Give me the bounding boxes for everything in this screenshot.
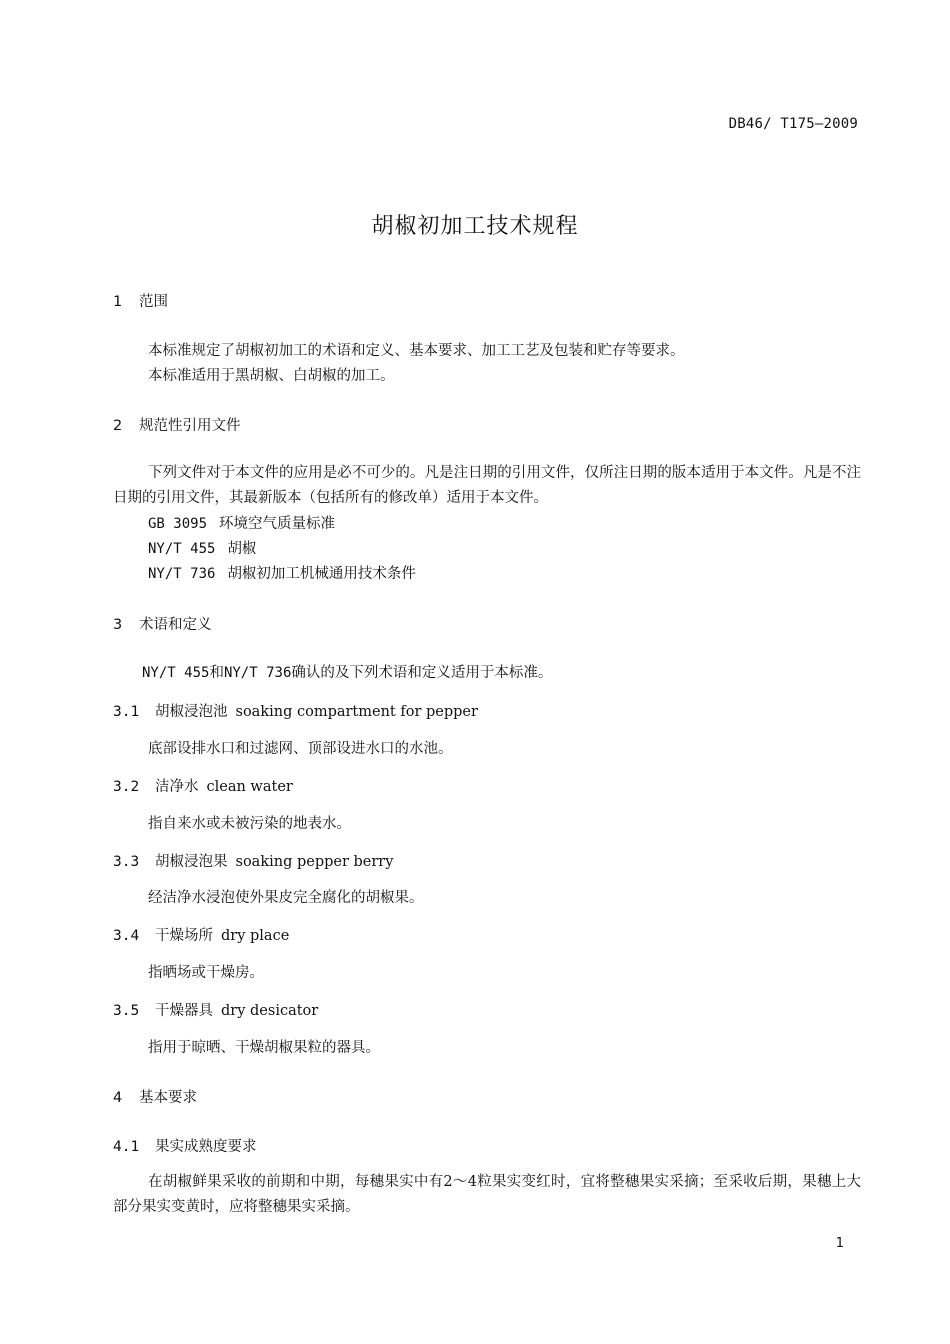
section-number: 3 — [113, 617, 123, 633]
inline-code: NY/T 736 — [223, 665, 292, 681]
section-2-heading — [113, 414, 241, 435]
term-zh: 胡椒浸泡池 — [155, 704, 228, 720]
document-title: 胡椒初加工技术规程 — [371, 214, 579, 239]
reference-title: 胡椒初加工机械通用技术条件 — [227, 566, 416, 582]
term-number: 3.2 — [113, 779, 140, 795]
subsection-heading — [113, 1135, 257, 1156]
section-4-heading — [113, 1086, 197, 1107]
page-number: 1 — [835, 1236, 844, 1251]
reference-code: NY/T 736 — [148, 566, 216, 582]
term-heading — [113, 999, 318, 1020]
term-number: 3.4 — [113, 928, 140, 944]
term-heading — [113, 850, 393, 871]
subsection-number: 4.1 — [113, 1139, 140, 1155]
term-zh: 干燥器具 — [155, 1003, 213, 1019]
term-number: 3.5 — [113, 1003, 140, 1019]
inline-text: 和 — [209, 665, 224, 681]
term-heading — [113, 924, 289, 945]
paragraph: 在胡椒鲜果采收的前期和中期，每穗果实中有2～4粒果实变红时，宜将整穗果实采摘；至采收后期，果穗上大部分果实变黄时，应将整穗果实采摘。 — [113, 1174, 861, 1215]
reference-code: NY/T 455 — [148, 541, 216, 557]
subsection-title: 果实成熟度要求 — [155, 1139, 257, 1155]
term-zh: 胡椒浸泡果 — [155, 854, 228, 870]
paragraph — [142, 661, 552, 682]
term-heading — [113, 700, 478, 721]
term-en: dry place — [221, 928, 290, 944]
section-number: 1 — [113, 294, 123, 310]
term-definition: 指晒场或干燥房。 — [148, 965, 264, 981]
section-title: 基本要求 — [139, 1090, 197, 1106]
paragraph: 本标准适用于黑胡椒、白胡椒的加工。 — [148, 368, 395, 384]
term-zh: 干燥场所 — [155, 928, 213, 944]
term-number: 3.1 — [113, 704, 140, 720]
term-definition: 指用于晾晒、干燥胡椒果粒的器具。 — [148, 1040, 380, 1056]
reference-item — [148, 537, 256, 558]
paragraph: 本标准规定了胡椒初加工的术语和定义、基本要求、加工工艺及包装和贮存等要求。 — [148, 343, 685, 359]
reference-code: GB 3095 — [148, 516, 208, 532]
section-number: 2 — [113, 418, 123, 434]
term-en: soaking pepper berry — [235, 854, 394, 870]
standard-code: DB46/ T175—2009 — [728, 116, 858, 132]
term-definition: 经洁净水浸泡使外果皮完全腐化的胡椒果。 — [148, 890, 424, 906]
inline-text: 确认的及下列术语和定义适用于本标准。 — [291, 665, 553, 681]
reference-item — [148, 562, 416, 583]
term-definition: 指自来水或未被污染的地表水。 — [148, 816, 351, 832]
term-en: dry desicator — [221, 1003, 319, 1019]
reference-title: 环境空气质量标准 — [219, 516, 336, 532]
term-definition: 底部设排水口和过滤网、顶部设进水口的水池。 — [148, 741, 453, 757]
term-heading — [113, 775, 293, 796]
reference-title: 胡椒 — [227, 541, 257, 557]
section-1-heading — [113, 290, 168, 311]
section-3-heading — [113, 613, 212, 634]
term-number: 3.3 — [113, 854, 140, 870]
section-title: 术语和定义 — [139, 617, 212, 633]
inline-code: NY/T 455 — [142, 665, 210, 681]
section-title: 规范性引用文件 — [139, 418, 241, 434]
reference-item — [148, 512, 335, 533]
term-en: clean water — [206, 779, 293, 795]
section-title: 范围 — [139, 294, 168, 310]
section-number: 4 — [113, 1090, 123, 1106]
paragraph: 下列文件对于本文件的应用是必不可少的。凡是注日期的引用文件，仅所注日期的版本适用于本文件。凡是不注日期的引用文件，其最新版本（包括所有的修改单）适用于本文件。 — [113, 465, 861, 506]
term-zh: 洁净水 — [155, 779, 199, 795]
term-en: soaking compartment for pepper — [235, 704, 478, 720]
